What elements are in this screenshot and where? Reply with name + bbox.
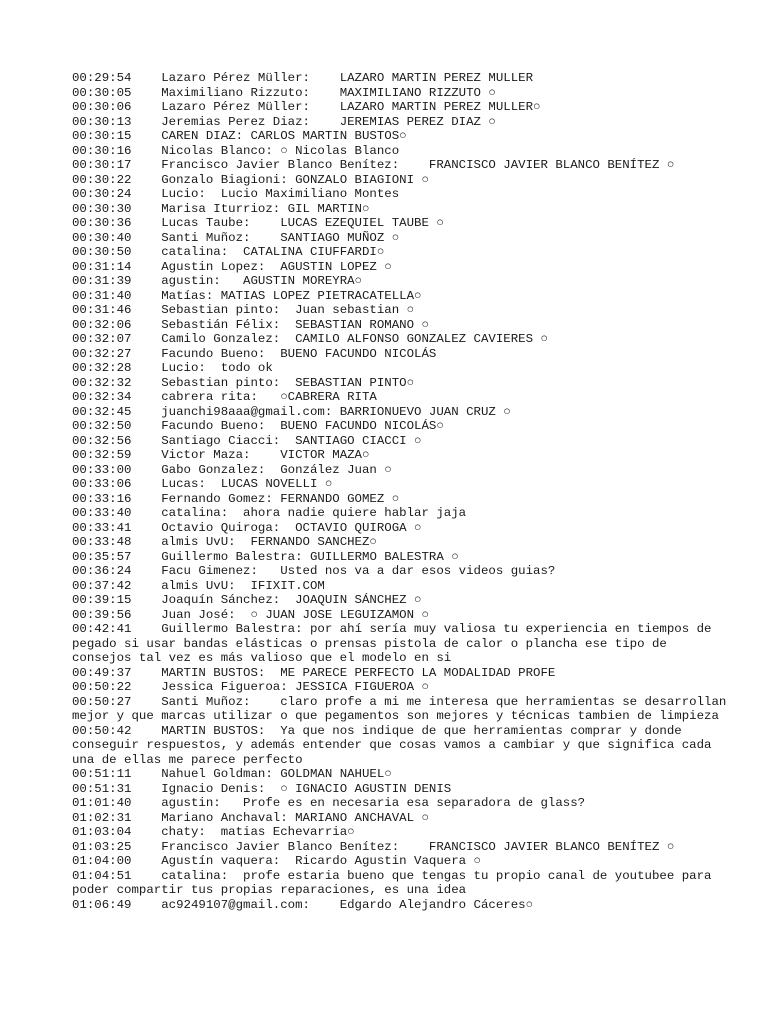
chat-line: 00:31:14 Agustin Lopez: AGUSTIN LOPEZ ○ [72, 259, 392, 274]
chat-line: 00:33:41 Octavio Quiroga: OCTAVIO QUIROGA ○ [72, 520, 422, 535]
chat-line: 00:30:36 Lucas Taube: LUCAS EZEQUIEL TAUBE ○ [72, 216, 444, 230]
chat-line: 00:31:40 Matías: MATIAS LOPEZ PIETRACATELLA○ [72, 288, 422, 303]
chat-line: 01:03:25 Francisco Javier Blanco Benítez: FRANCISCO JAVIER BLANCO BENÍTEZ ○ [72, 839, 675, 854]
chat-line: 00:51:11 Nahuel Goldman: GOLDMAN NAHUEL○ [72, 767, 392, 781]
chat-line: 00:33:06 Lucas: LUCAS NOVELLI ○ [72, 477, 333, 491]
chat-line: 00:35:57 Guillermo Balestra: GUILLERMO BALESTRA ○ [72, 549, 459, 564]
chat-line: 00:31:46 Sebastian pinto: Juan sebastian ○ [72, 303, 415, 317]
chat-line: 00:30:13 Jeremias Perez Diaz: JEREMIAS PEREZ DIAZ ○ [72, 114, 496, 129]
chat-line: 01:03:04 chaty: matias Echevarria○ [72, 825, 355, 839]
chat-line: 00:30:17 Francisco Javier Blanco Benítez: FRANCISCO JAVIER BLANCO BENÍTEZ ○ [72, 158, 675, 172]
chat-line: 00:32:28 Lucio: todo ok [72, 361, 273, 375]
chat-line: 01:04:00 Agustín vaquera: Ricardo Agustin Vaquera ○ [72, 854, 481, 868]
chat-line: 00:50:42 MARTIN BUSTOS: Ya que nos indique de que herramientas comprar y donde conseguir respuestos, y además entender que cosas vamos a cambiar y que significa cada una de ellas me parece perfecto [72, 723, 719, 767]
chat-line: 00:30:16 Nicolas Blanco: ○ Nicolas Blanco [72, 143, 400, 158]
chat-line: 00:32:07 Camilo Gonzalez: CAMILO ALFONSO GONZALEZ CAVIERES ○ [72, 332, 548, 346]
chat-line: 00:30:05 Maximiliano Rizzuto: MAXIMILIANO RIZZUTO ○ [72, 85, 496, 100]
chat-line: 00:32:32 Sebastian pinto: SEBASTIAN PINTO○ [72, 375, 415, 390]
chat-line: 00:30:06 Lazaro Pérez Müller: LAZARO MARTIN PEREZ MULLER○ [72, 100, 541, 114]
chat-line: 00:30:22 Gonzalo Biagioni: GONZALO BIAGIONI ○ [72, 172, 429, 187]
chat-line: 00:32:59 Victor Maza: VICTOR MAZA○ [72, 448, 370, 462]
chat-line: 00:33:48 almis UvU: FERNANDO SANCHEZ○ [72, 535, 377, 549]
chat-line: 01:02:31 Mariano Anchaval: MARIANO ANCHAVAL ○ [72, 810, 429, 825]
chat-line: 00:30:24 Lucio: Lucio Maximiliano Montes [72, 187, 400, 201]
chat-line: 00:42:41 Guillermo Balestra: por ahí sería muy valiosa tu experiencia en tiempos de pegado si usar bandas elásticas o prensas pistola de calor o plancha ese tipo de consejos tal vez es más valioso que el modelo en si [72, 622, 719, 665]
chat-line: 01:01:40 agustin: Profe es en necesaria esa separadora de glass? [72, 796, 586, 810]
chat-line: 00:50:27 Santi Muñoz: claro profe a mi me interesa que herramientas se desarrollan mejor y que marcas utilizar o que pegamentos son mejores y técnicas tambien de limpieza [72, 694, 734, 723]
chat-line: 00:31:39 agustin: AGUSTIN MOREYRA○ [72, 274, 362, 288]
chat-line: 00:30:50 catalina: CATALINA CIUFFARDI○ [72, 245, 385, 259]
chat-line: 00:51:31 Ignacio Denis: ○ IGNACIO AGUSTIN DENIS [72, 781, 452, 796]
chat-line: 00:32:45 juanchi98aaa@gmail.com: BARRIONUEVO JUAN CRUZ ○ [72, 404, 511, 419]
chat-line: 00:29:54 Lazaro Pérez Müller: LAZARO MARTIN PEREZ MULLER [72, 71, 534, 85]
chat-line: 00:49:37 MARTIN BUSTOS: ME PARECE PERFECTO LA MODALIDAD PROFE [72, 665, 556, 680]
chat-line: 00:32:56 Santiago Ciacci: SANTIAGO CIACCI ○ [72, 433, 422, 448]
chat-line: 01:04:51 catalina: profe estaria bueno que tengas tu propio canal de youtubee para poder compartir tus propias reparaciones, es una idea [72, 868, 719, 897]
chat-line: 00:33:40 catalina: ahora nadie quiere hablar jaja [72, 506, 467, 520]
chat-line: 00:32:34 cabrera rita: ○CABRERA RITA [72, 390, 377, 404]
chat-line: 00:39:56 Juan José: ○ JUAN JOSE LEGUIZAMON ○ [72, 607, 429, 622]
chat-line: 00:33:00 Gabo Gonzalez: González Juan ○ [72, 462, 392, 477]
chat-line: 00:32:50 Facundo Bueno: BUENO FACUNDO NICOLÁS○ [72, 419, 444, 433]
chat-line: 00:30:15 CAREN DIAZ: CARLOS MARTIN BUSTOS○ [72, 129, 407, 143]
chat-line: 00:39:15 Joaquín Sánchez: JOAQUIN SÁNCHEZ ○ [72, 593, 422, 607]
chat-line: 00:36:24 Facu Gimenez: Usted nos va a dar esos videos guias? [72, 564, 556, 578]
chat-line: 00:30:30 Marisa Iturrioz: GIL MARTIN○ [72, 201, 370, 216]
chat-line: 00:33:16 Fernando Gomez: FERNANDO GOMEZ ○ [72, 491, 400, 506]
chat-line: 00:32:27 Facundo Bueno: BUENO FACUNDO NICOLÁS [72, 346, 437, 361]
chat-line: 00:30:40 Santi Muñoz: SANTIAGO MUÑOZ ○ [72, 230, 400, 245]
chat-line: 01:06:49 ac9249107@gmail.com: Edgardo Alejandro Cáceres○ [72, 897, 534, 912]
chat-line: 00:50:22 Jessica Figueroa: JESSICA FIGUEROA ○ [72, 680, 429, 694]
chat-line: 00:37:42 almis UvU: IFIXIT.COM [72, 578, 325, 593]
chat-line: 00:32:06 Sebastián Félix: SEBASTIAN ROMANO ○ [72, 317, 429, 332]
